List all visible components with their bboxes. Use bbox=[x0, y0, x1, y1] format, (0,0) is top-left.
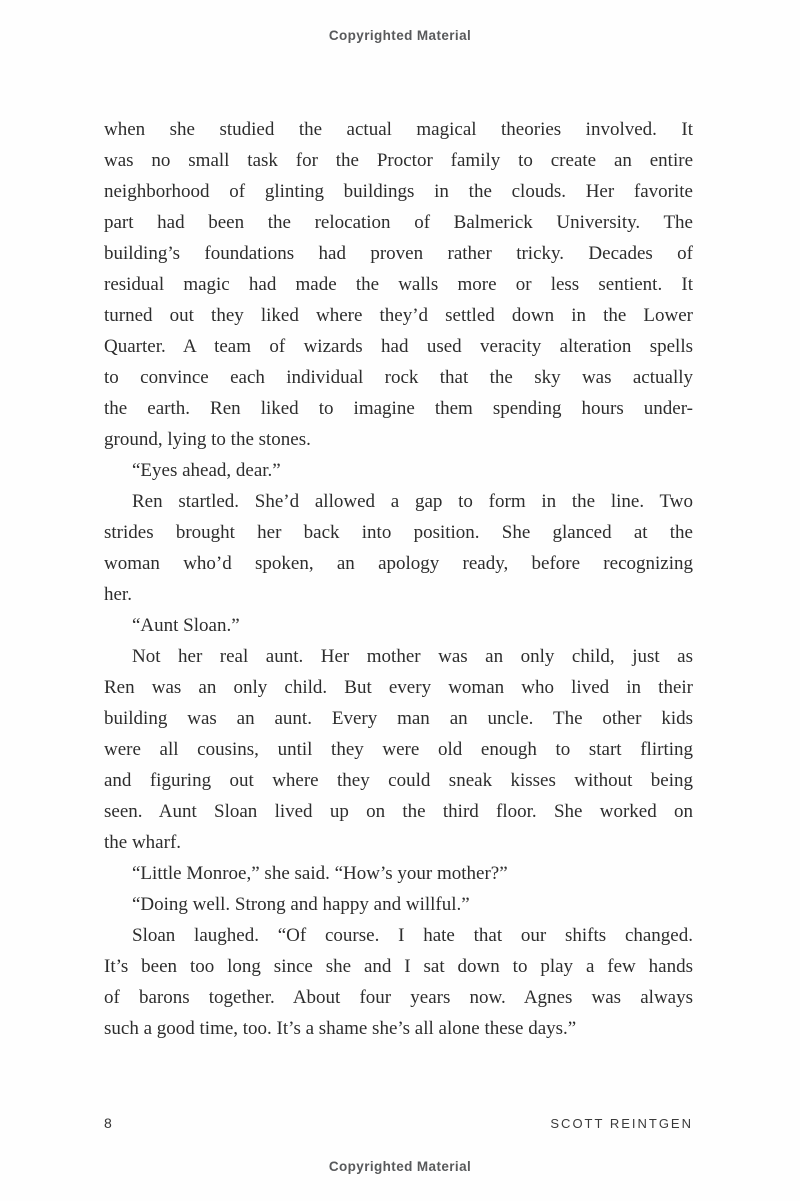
text-line: building was an aunt. Every man an uncle. The other kids bbox=[104, 708, 693, 729]
text-line: turned out they liked where they’d settled down in the Lower bbox=[104, 305, 693, 326]
text-line: “Eyes ahead, dear.” bbox=[132, 460, 281, 481]
text-line: the wharf. bbox=[104, 832, 182, 853]
page-footer bbox=[104, 1115, 693, 1131]
paragraph bbox=[104, 641, 693, 858]
text-line: her. bbox=[104, 584, 132, 605]
copyright-notice-top: Copyrighted Material bbox=[328, 28, 472, 43]
copyright-notice-bottom: Copyrighted Material bbox=[328, 1159, 472, 1174]
text-line: the earth. Ren liked to imagine them spending hours under- bbox=[104, 398, 693, 419]
page-number: 8 bbox=[104, 1115, 112, 1131]
text-line: were all cousins, until they were old enough to start flirting bbox=[104, 739, 693, 760]
text-line: of barons together. About four years now. Agnes was always bbox=[104, 987, 693, 1008]
text-line: building’s foundations had proven rather tricky. Decades of bbox=[104, 243, 693, 264]
text-line: to convince each individual rock that the sky was actually bbox=[104, 367, 693, 388]
paragraph bbox=[104, 920, 693, 1044]
text-line: and figuring out where they could sneak kisses without being bbox=[104, 770, 693, 791]
text-line: “Little Monroe,” she said. “How’s your mother?” bbox=[132, 863, 508, 884]
text-line: seen. Aunt Sloan lived up on the third floor. She worked on bbox=[104, 801, 693, 822]
text-line: ground, lying to the stones. bbox=[104, 429, 311, 450]
text-line: Sloan laughed. “Of course. I hate that our shifts changed. bbox=[132, 925, 693, 946]
text-line: residual magic had made the walls more or less sentient. It bbox=[104, 274, 693, 295]
text-line: woman who’d spoken, an apology ready, before recognizing bbox=[104, 553, 693, 574]
text-line: when she studied the actual magical theories involved. It bbox=[104, 119, 693, 140]
text-line: “Aunt Sloan.” bbox=[132, 615, 240, 636]
running-header-author: SCOTT REINTGEN bbox=[550, 1116, 693, 1131]
text-line: such a good time, too. It’s a shame she’s all alone these days.” bbox=[104, 1018, 577, 1039]
text-line: was no small task for the Proctor family to create an entire bbox=[104, 150, 693, 171]
paragraph bbox=[104, 114, 693, 455]
paragraph bbox=[104, 486, 693, 610]
paragraph bbox=[104, 610, 693, 641]
paragraph bbox=[104, 889, 693, 920]
paragraph bbox=[104, 858, 693, 889]
text-line: strides brought her back into position. She glanced at the bbox=[104, 522, 693, 543]
text-line: Quarter. A team of wizards had used veracity alteration spells bbox=[104, 336, 693, 357]
text-line: Not her real aunt. Her mother was an only child, just as bbox=[132, 646, 693, 667]
text-line: Ren was an only child. But every woman who lived in their bbox=[104, 677, 693, 698]
text-line: part had been the relocation of Balmerick University. The bbox=[104, 212, 693, 233]
paragraph bbox=[104, 455, 693, 486]
text-line: neighborhood of glinting buildings in the clouds. Her favorite bbox=[104, 181, 693, 202]
page-body bbox=[104, 114, 693, 1044]
text-line: “Doing well. Strong and happy and willful.” bbox=[132, 894, 470, 915]
text-line: Ren startled. She’d allowed a gap to form in the line. Two bbox=[132, 491, 693, 512]
text-line: It’s been too long since she and I sat down to play a few hands bbox=[104, 956, 693, 977]
